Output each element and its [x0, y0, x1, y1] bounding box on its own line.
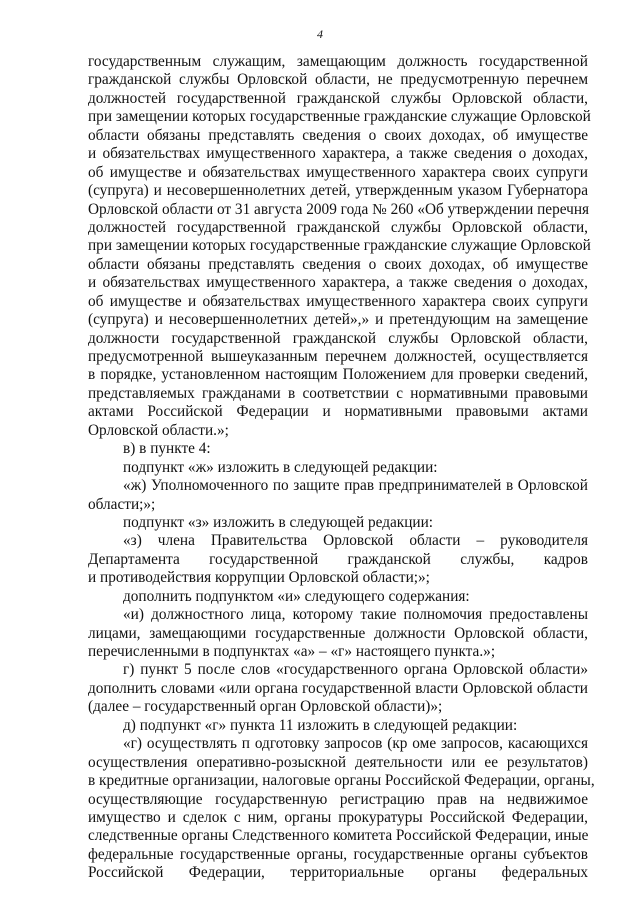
- text-line: области обязаны представлять сведения о своих доходах, об имуществе: [88, 126, 588, 144]
- text-line: области;»;: [88, 495, 156, 513]
- text-line: «и) должностного лица, которому такие полномочия предоставлены: [123, 606, 588, 624]
- text-line: и обязательствах имущественного характера, а также сведения о доходах,: [88, 274, 588, 292]
- document-body: [88, 53, 595, 883]
- text-line: «ж) Уполномоченного по защите прав предпринимателей в Орловской: [123, 477, 588, 495]
- text-line: должностей государственной гражданской службы Орловской области,: [88, 218, 588, 236]
- text-line: Департамента государственной гражданской службы, кадров: [88, 550, 588, 568]
- page-number: 4: [317, 27, 323, 41]
- text-line: федеральные государственные органы, государственные органы субъектов: [88, 845, 588, 863]
- text-line: имущество и сделок с ним, органы прокуратуры Российской Федерации,: [88, 808, 588, 826]
- text-line: представляемых гражданами в соответствии с нормативными правовыми: [88, 384, 588, 402]
- text-line: должности государственной гражданской службы Орловской области,: [88, 329, 588, 347]
- text-line: при замещении которых государственные гражданские служащие Орловской: [88, 237, 591, 255]
- text-line: лицами, замещающими государственные должности Орловской области,: [88, 624, 588, 642]
- text-line: осуществления оперативно-розыскной деятельности или ее результатов): [88, 753, 588, 771]
- text-line: в порядке, установленном настоящим Положением для проверки сведений,: [88, 366, 588, 384]
- text-line: должностей государственной гражданской службы Орловской области,: [88, 89, 588, 107]
- text-line: об имуществе и обязательствах имущественного характера своих супруги: [88, 163, 588, 181]
- text-line: и обязательствах имущественного характера, а также сведения о доходах,: [88, 145, 588, 163]
- text-line: (супруга) и несовершеннолетних детей, утвержденным указом Губернатора: [88, 182, 588, 200]
- text-line: об имуществе и обязательствах имущественного характера своих супруги: [88, 292, 588, 310]
- text-line: осуществляющие государственную регистрацию прав на недвижимое: [88, 790, 588, 808]
- text-line: (супруга) и несовершеннолетних детей»,» и претендующим на замещение: [88, 311, 588, 329]
- text-line: «з) члена Правительства Орловской области – руководителя: [123, 532, 588, 550]
- text-line: (далее – государственный орган Орловской области)»;: [88, 698, 443, 716]
- text-line: в кредитные организации, налоговые органы Российской Федерации, органы,: [88, 772, 595, 790]
- text-line: д) подпункт «г» пункта 11 изложить в следующей редакции:: [123, 716, 518, 734]
- text-line: подпункт «з» изложить в следующей редакции:: [123, 513, 434, 531]
- text-line: государственным служащим, замещающим должность государственной: [88, 53, 588, 70]
- text-line: подпункт «ж» изложить в следующей редакции:: [123, 458, 438, 476]
- text-line: в) в пункте 4:: [123, 440, 211, 458]
- text-line: следственные органы Следственного комитета Российской Федерации, иные: [88, 827, 589, 845]
- text-line: и противодействия коррупции Орловской области;»;: [88, 569, 430, 587]
- text-line: Российской Федерации, территориальные органы федеральных: [88, 864, 588, 882]
- text-line: Орловской области.»;: [88, 421, 229, 439]
- text-line: дополнить подпунктом «и» следующего содержания:: [123, 587, 470, 605]
- text-line: области обязаны представлять сведения о своих доходах, об имуществе: [88, 255, 588, 273]
- text-line: «г) осуществлять п одготовку запросов (кр оме запросов, касающихся: [123, 735, 588, 753]
- text-line: Орловской области от 31 августа 2009 года № 260 «Об утверждении перечня: [88, 200, 590, 218]
- text-line: предусмотренной вышеуказанным перечнем должностей, осуществляется: [88, 348, 588, 365]
- text-line: перечисленными в подпунктах «а» – «г» настоящего пункта.»;: [88, 643, 496, 660]
- text-line: актами Российской Федерации и нормативными правовыми актами: [88, 403, 588, 421]
- text-line: дополнить словами «или органа государственной власти Орловской области: [88, 679, 588, 697]
- text-line: гражданской службы Орловской области, не предусмотренную перечнем: [88, 71, 588, 89]
- text-line: при замещении которых государственные гражданские служащие Орловской: [88, 108, 591, 126]
- text-line: г) пункт 5 после слов «государственного органа Орловской области»: [123, 661, 588, 679]
